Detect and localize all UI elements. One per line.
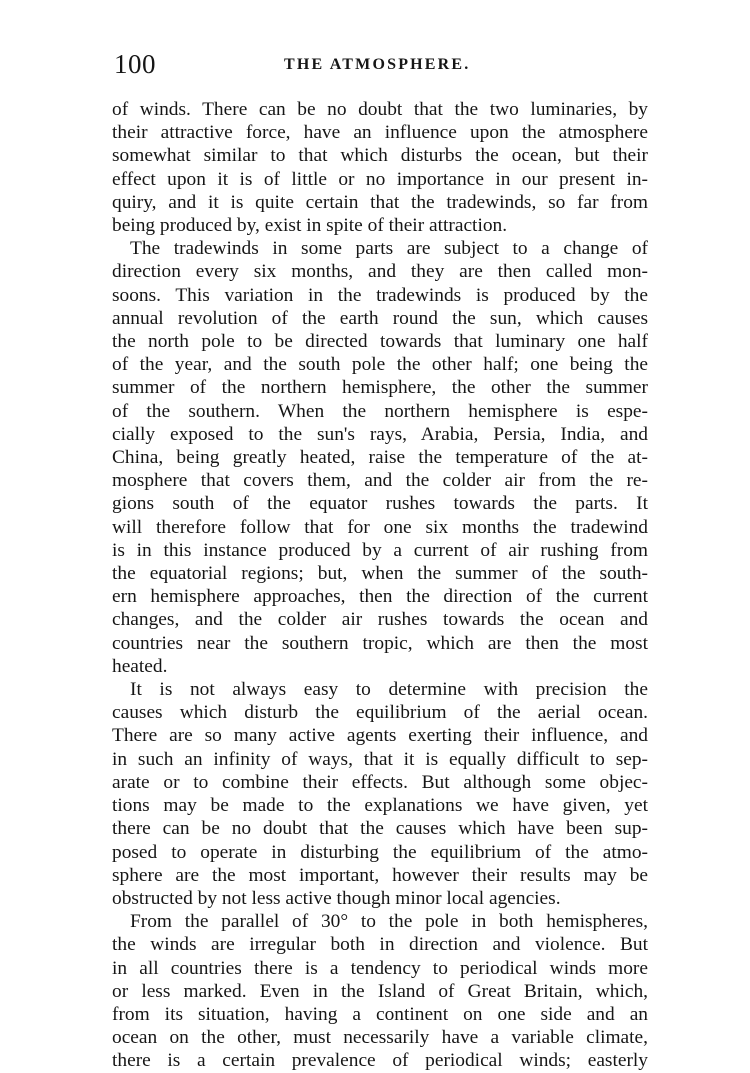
text-line: there is a certain prevalence of periodical winds; easterly <box>112 1050 648 1072</box>
text-line: summer of the northern hemisphere, the other the summer <box>112 377 648 399</box>
text-line: the north pole to be directed towards that luminary one half <box>112 331 648 353</box>
page-number: 100 <box>114 49 156 79</box>
text-line: of the southern. When the northern hemisphere is espe- <box>112 400 648 422</box>
text-line: gions south of the equator rushes towards the parts. It <box>112 493 648 515</box>
text-line: is in this instance produced by a current of air rushing from <box>112 539 648 561</box>
running-title: THE ATMOSPHERE. <box>284 56 471 73</box>
text-line: heated. <box>112 655 168 677</box>
text-line: It is not always easy to determine with precision the <box>130 679 648 701</box>
paragraph <box>112 237 648 678</box>
text-line: sphere are the most important, however their results may be <box>112 864 648 886</box>
text-line: quiry, and it is quite certain that the tradewinds, so far from <box>112 191 648 213</box>
text-line: countries near the southern tropic, which are then the most <box>112 632 648 654</box>
running-head <box>114 48 646 80</box>
text-line: of winds. There can be no doubt that the two luminaries, by <box>112 99 648 120</box>
text-line: in all countries there is a tendency to periodical winds more <box>112 957 648 979</box>
text-line: in such an infinity of ways, that it is equally difficult to sep- <box>112 748 648 770</box>
text-line: their attractive force, have an influence upon the atmosphere <box>112 122 648 144</box>
text-line: somewhat similar to that which disturbs the ocean, but their <box>112 145 648 167</box>
text-line: ocean on the other, must necessarily have a variable climate, <box>112 1027 648 1049</box>
text-line: from its situation, having a continent on one side and an <box>112 1003 648 1025</box>
text-line: the winds are irregular both in direction and violence. But <box>112 934 648 956</box>
text-line: soons. This variation in the tradewinds is produced by the <box>112 284 648 306</box>
text-line: there can be no doubt that the causes which have been sup- <box>112 818 648 840</box>
text-line: tions may be made to the explanations we have given, yet <box>112 795 648 817</box>
text-line: obstructed by not less active though minor local agencies. <box>112 887 561 909</box>
text-line: changes, and the colder air rushes towards the ocean and <box>112 609 648 631</box>
text-line: The tradewinds in some parts are subject to a change of <box>130 238 648 260</box>
text-line: China, being greatly heated, raise the temperature of the at- <box>112 447 648 469</box>
text-line: the equatorial regions; but, when the summer of the south- <box>112 563 648 585</box>
text-line: posed to operate in disturbing the equilibrium of the atmo- <box>112 841 648 863</box>
paragraph <box>112 678 648 910</box>
text-line: will therefore follow that for one six months the tradewind <box>112 516 648 538</box>
text-line: direction every six months, and they are then called mon- <box>112 261 648 283</box>
paragraph <box>112 910 648 1072</box>
paragraph <box>112 98 648 237</box>
text-line: mosphere that covers them, and the colder air from the re- <box>112 470 648 492</box>
text-line: causes which disturb the equilibrium of the aerial ocean. <box>112 702 648 724</box>
text-line: From the parallel of 30° to the pole in both hemispheres, <box>130 911 648 933</box>
text-line: being produced by, exist in spite of their attraction. <box>112 215 508 237</box>
text-line: of the year, and the south pole the other half; one being the <box>112 354 648 376</box>
text-line: ern hemisphere approaches, then the direction of the current <box>112 586 648 608</box>
text-line: arate or to combine their effects. But although some objec- <box>112 771 648 793</box>
text-line: cially exposed to the sun's rays, Arabia, Persia, India, and <box>112 423 648 445</box>
body-text <box>112 98 648 1073</box>
text-line: annual revolution of the earth round the sun, which causes <box>112 307 648 329</box>
text-line: or less marked. Even in the Island of Great Britain, which, <box>112 980 648 1002</box>
text-line: There are so many active agents exerting their influence, and <box>112 725 648 747</box>
text-line: effect upon it is of little or no importance in our present in- <box>112 168 648 190</box>
